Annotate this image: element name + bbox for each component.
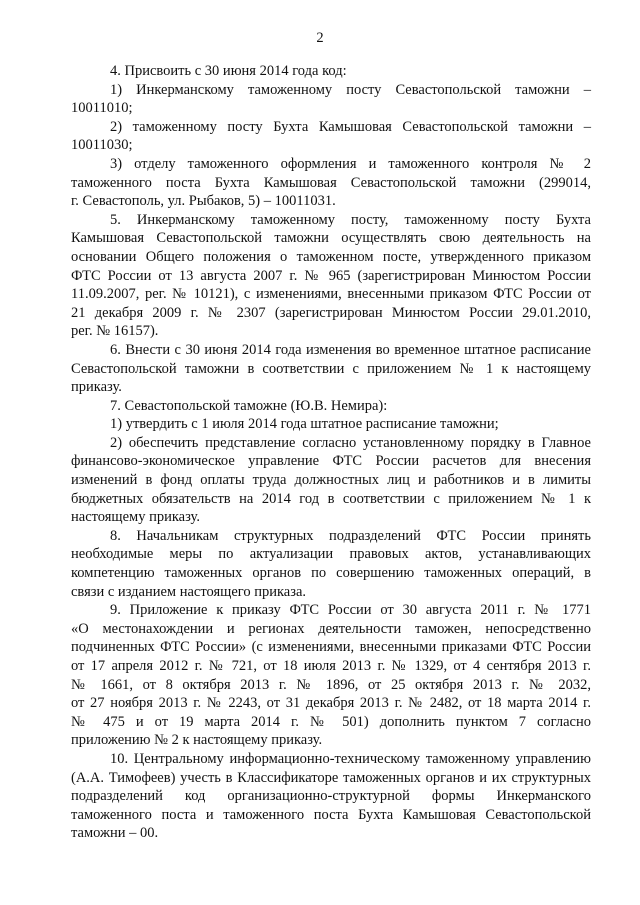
document-body [71,62,591,843]
text-line: 2) таможенному посту Бухта Камышовая Севастопольской таможни – [110,118,591,135]
text-line: основании Общего положения о таможенном посте, утвержденного приказом [71,248,591,265]
text-line: «О местонахождении и регионах деятельности таможен, непосредственно [71,620,591,637]
text-line: 10011030; [71,137,133,154]
text-line: 8. Начальникам структурных подразделений ФТС России принять [110,527,591,544]
paragraph-p7-2 [71,434,591,527]
text-line: 21 декабря 2009 г. № 2307 (зарегистрирован Минюстом России 29.01.2010, [71,304,591,321]
page-number: 2 [316,30,324,46]
text-line: 9. Приложение к приказу ФТС России от 30 августа 2011 г. № 1771 [110,602,591,619]
text-line: от 17 апреля 2012 г. № 721, от 18 июля 2013 г. № 1329, от 4 сентября 2013 г. [71,658,591,674]
text-line: ФТС России от 13 августа 2007 г. № 965 (зарегистрирован Минюстом России [71,267,591,284]
text-line: компетенцию таможенных органов по совершению таможенных операций, в [71,565,591,582]
paragraph-p9 [71,601,591,750]
text-line: 1) утвердить с 1 июля 2014 года штатное расписание таможни; [110,416,499,433]
paragraph-p8 [71,527,591,601]
paragraph-p10 [71,750,591,843]
text-line: изменений в фонд оплаты труда должностных лиц и работников и в лимиты [71,472,591,489]
paragraph-p4-3 [71,155,591,211]
paragraph-p4-2 [71,118,591,155]
text-line: таможенного поста Бухта Камышовая Севастопольской таможни (299014, [71,174,591,191]
text-line: № 1661, от 8 октября 2013 г. № 1896, от 25 октября 2013 г. № 2032, [71,676,591,693]
paragraph-p7 [71,397,591,416]
text-line: от 27 ноября 2013 г. № 2243, от 31 декабря 2013 г. № 2482, от 18 марта 2014 г. [71,695,591,712]
text-line: приказу. [71,379,122,396]
text-line: 5. Инкерманскому таможенному посту, таможенному посту Бухта [110,211,591,228]
paragraph-p7-1 [71,415,591,434]
text-line: 1) Инкерманскому таможенному посту Севастопольской таможни – [110,81,591,98]
text-line: необходимые меры по актуализации правовых актов, устанавливающих [71,546,591,563]
text-line: приложению № 2 к настоящему приказу. [71,732,323,749]
text-line: финансово-экономическое управление ФТС России расчетов для внесения [71,453,591,470]
text-line: 2) обеспечить представление согласно установленному порядку в Главное [110,434,591,451]
paragraph-p6 [71,341,591,397]
text-line: бюджетных обязательств на 2014 год в соответствии с приложением № 1 к [71,490,591,507]
text-line: подразделений код организационно-структурной формы Инкерманского [71,788,591,805]
text-line: подчиненных ФТС России» (с изменениями, внесенными приказами ФТС России [71,639,591,656]
text-line: таможенного поста и таможенного поста Бухта Камышовая Севастопольской [71,806,591,823]
text-line: 6. Внести с 30 июня 2014 года изменения во временное штатное расписание [110,341,591,358]
text-line: 7. Севастопольской таможне (Ю.В. Немира): [110,397,388,414]
text-line: рег. № 16157). [71,323,159,340]
text-line: Севастопольской таможни в соответствии с приложением № 1 к настоящему [71,360,591,377]
text-line: № 475 и от 19 марта 2014 г. № 501) дополнить пунктом 7 согласно [71,713,591,730]
paragraph-p5 [71,211,591,341]
paragraph-p4-1 [71,81,591,118]
text-line: 3) отделу таможенного оформления и таможенного контроля № 2 [110,155,591,172]
text-line: 10011010; [71,100,133,117]
paragraph-p4 [71,62,591,81]
text-line: настоящему приказу. [71,509,200,526]
text-line: 10. Центральному информационно-техническому таможенному управлению [110,750,591,767]
text-line: 11.09.2007, рег. № 10121), с изменениями, внесенными приказом ФТС России от [71,286,591,303]
text-line: г. Севастополь, ул. Рыбаков, 5) – 10011031. [71,193,336,210]
text-line: (А.А. Тимофеев) учесть в Классификаторе таможенных органов и их структурных [71,769,591,786]
text-line: связи с изданием настоящего приказа. [71,583,307,600]
text-line: таможни – 00. [71,825,159,842]
text-line: 4. Присвоить с 30 июня 2014 года код: [110,63,347,79]
text-line: Камышовая Севастопольской таможни осуществлять свою деятельность на [71,230,591,247]
